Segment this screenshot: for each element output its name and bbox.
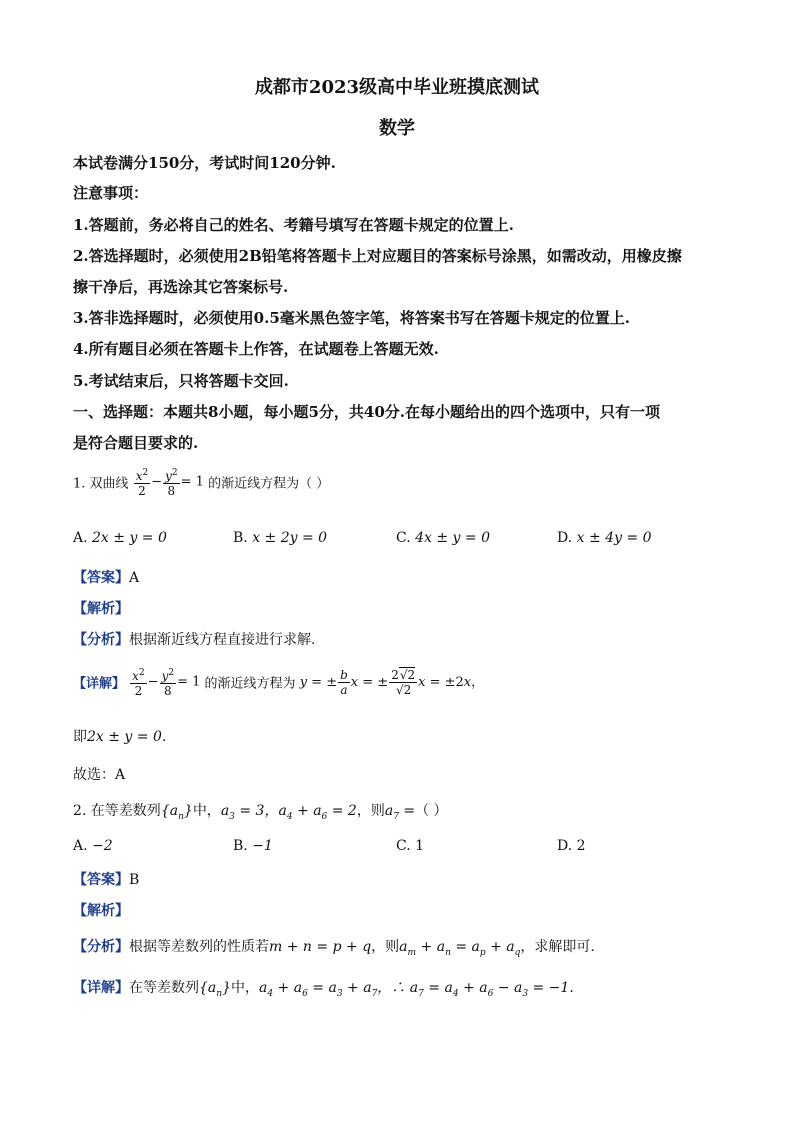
xiangjie-tag-2: 【详解】	[73, 980, 129, 996]
q2-option-b-text: −1	[252, 838, 273, 854]
q2-option-d: D. 2	[557, 838, 586, 854]
q2-xiangjie	[73, 977, 574, 999]
q2-fenxi-cond: m + n = p + q	[269, 939, 372, 955]
q2-option-b-label: B.	[233, 838, 248, 854]
q1-option-d-label: D.	[557, 530, 573, 546]
section-heading-a: 一、选择题：本题共8小题，每小题5分，共40分.在每小题给出的四个选项中，只有一项	[73, 403, 660, 421]
q1-option-b-text: x ± 2y = 0	[252, 530, 328, 546]
q2-option-a-text: −2	[92, 838, 113, 854]
q1-ji: 即	[73, 729, 87, 745]
q2-target: $a_7$ =	[384, 803, 416, 822]
q1-detail-mid: 的渐近线方程为	[204, 676, 296, 692]
subject-title: 数学	[379, 118, 415, 139]
q1-ji-expr: 2x ± y = 0	[87, 729, 162, 745]
q1-option-c-label: C.	[396, 530, 411, 546]
xiangjie-tag: 【详解】	[73, 676, 126, 692]
q1-ji-line	[73, 726, 166, 746]
q2-sequence: $\{a_n\}$	[160, 803, 193, 822]
fenxi-tag-2: 【分析】	[73, 939, 129, 955]
answer-tag: 【答案】	[73, 570, 129, 586]
q2-fenxi-b: ，则	[371, 939, 400, 955]
q1-fenxi	[73, 629, 315, 649]
q1-option-b	[233, 530, 327, 546]
q2-xiangjie-math: $a_4 + a_6 = a_3 + a_7$，∴ $a_7 = a_4 + a_6 - a_3 = -1$.	[259, 980, 574, 999]
note-5: 5.考试结束后，只将答题卡交回.	[73, 372, 289, 390]
q2-option-c: C. 1	[396, 838, 425, 854]
notes-heading: 注意事项：	[73, 184, 149, 202]
q1-answer	[73, 567, 139, 587]
q2-fenxi-a: 根据等差数列的性质若	[129, 939, 269, 955]
q1-prefix: 1. 双曲线	[73, 476, 129, 492]
q1-option-d	[557, 530, 652, 546]
q2-answer	[73, 869, 139, 889]
answer-tag-2: 【答案】	[73, 872, 129, 888]
q1-detail-derivation: y = ± $\frac{b}{a}$ x = ± $\frac{2√2}{√2}$ x = ±2x，	[299, 667, 485, 697]
q2-jiexi	[73, 900, 129, 920]
q2-option-b	[233, 838, 273, 854]
question-1	[73, 466, 329, 498]
note-1: 1.答题前，务必将自己的姓名、考籍号填写在答题卡规定的位置上.	[73, 216, 514, 234]
q1-option-a-label: A.	[73, 530, 88, 546]
exam-title: 成都市2023级高中毕业班摸底测试	[254, 77, 540, 98]
note-2a: 2.答选择题时，必须使用2B铅笔将答题卡上对应题目的答案标号涂黑，如需改动，用橡皮擦	[73, 247, 682, 265]
exam-info: 本试卷满分150分，考试时间120分钟.	[73, 154, 336, 172]
q1-suffix: 的渐近线方程为（ ）	[208, 476, 330, 492]
section-heading-b: 是符合题目要求的.	[73, 434, 199, 452]
q1-detail-equation: $\frac{x^2}{2}$ − $\frac{y^2}{8}$ = 1	[132, 668, 201, 698]
q1-xiangjie	[73, 666, 484, 698]
q1-option-c	[396, 530, 490, 546]
jiexi-tag-2: 【解析】	[73, 903, 129, 919]
note-2b: 擦干净后，再选涂其它答案标号.	[73, 278, 289, 296]
q2-fenxi-c: ，求解即可.	[520, 939, 595, 955]
q2-xiangjie-a: 在等差数列	[129, 980, 199, 996]
jiexi-tag: 【解析】	[73, 601, 129, 617]
q2-prefix: 2. 在等差数列	[73, 803, 161, 819]
q2-fenxi-result: $a_m + a_n = a_p + a_q$	[399, 939, 521, 958]
q2-given-1: $a_3 = 3$，$a_4 + a_6 = 2$	[220, 803, 357, 822]
hyperbola-equation: $\frac{x^2}{2}$ − $\frac{y^2}{8}$ = 1	[135, 468, 204, 498]
q1-ji-period: .	[161, 729, 167, 745]
q2-mid: 中，	[192, 803, 221, 819]
fenxi-tag: 【分析】	[73, 632, 129, 648]
q2-xiangjie-seq: $\{a_n\}$	[199, 980, 231, 999]
q2-option-a-label: A.	[73, 838, 88, 854]
q1-option-a	[73, 530, 167, 546]
note-4: 4.所有题目必须在答题卡上作答，在试题卷上答题无效.	[73, 340, 439, 358]
q2-fenxi	[73, 936, 595, 958]
q2-option-a	[73, 838, 113, 854]
q1-option-b-label: B.	[233, 530, 248, 546]
q1-option-a-text: 2x ± y = 0	[92, 530, 167, 546]
q1-jiexi	[73, 598, 129, 618]
q2-answer-value: B	[129, 872, 140, 888]
q1-option-d-text: x ± 4y = 0	[576, 530, 652, 546]
note-3: 3.答非选择题时，必须使用0.5毫米黑色签字笔，将答案书写在答题卡规定的位置上.	[73, 309, 630, 327]
q2-tail: （ ）	[415, 803, 448, 819]
q1-option-c-text: 4x ± y = 0	[415, 530, 491, 546]
q1-conclusion: 故选：A	[73, 767, 126, 783]
q1-answer-value: A	[129, 570, 140, 586]
q2-ask: ，则	[356, 803, 385, 819]
q1-fenxi-text: 根据渐近线方程直接进行求解.	[129, 632, 316, 648]
q2-xiangjie-b: 中，	[231, 980, 259, 996]
question-2	[73, 800, 448, 822]
